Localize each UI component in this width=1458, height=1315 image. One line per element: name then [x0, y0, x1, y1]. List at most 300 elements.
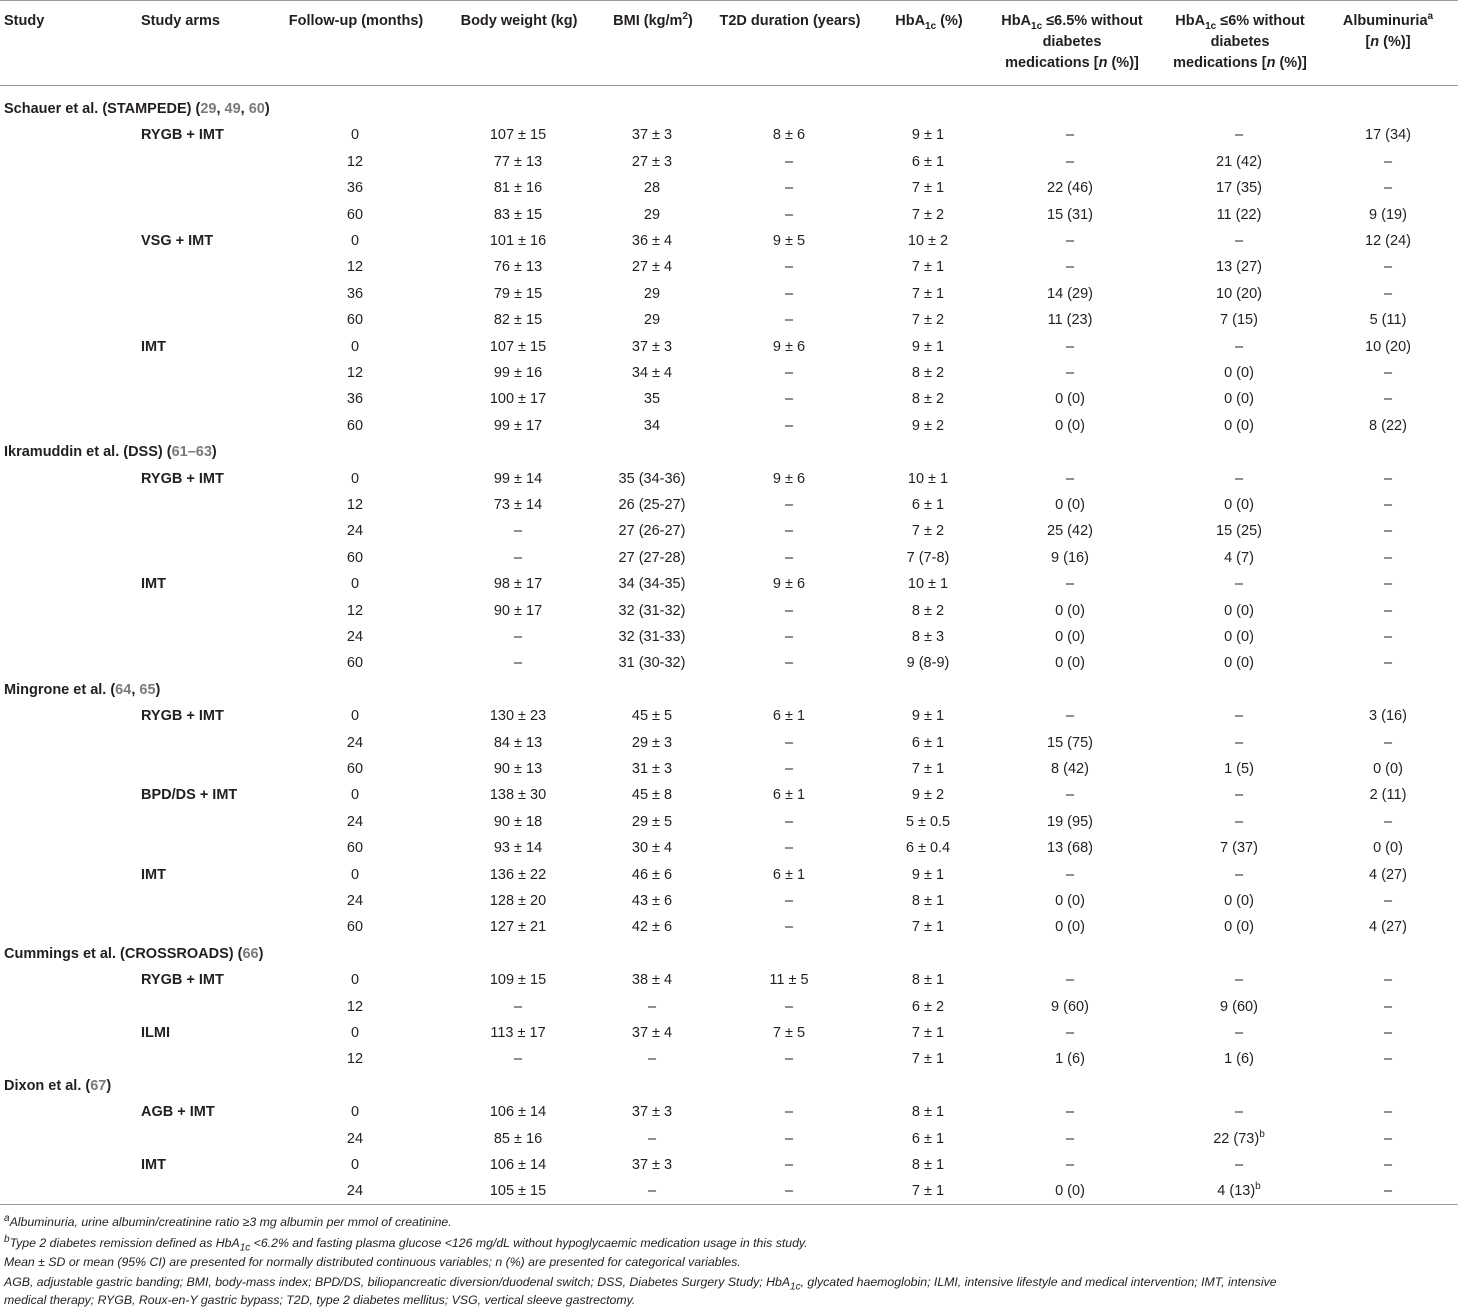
cell-weight: –	[513, 629, 523, 645]
cell-weight: 127 ± 21	[489, 919, 547, 936]
cell-hba1c: 7 ± 2	[911, 206, 945, 223]
cell-remission-6: 0 (0)	[1224, 629, 1254, 645]
cell-t2d: –	[784, 497, 794, 513]
cell-remission-6: 4 $(13)^b$	[1217, 1181, 1261, 1200]
cell-followup: 0	[350, 470, 360, 487]
cell-bmi: 27 ± 3	[631, 153, 673, 170]
cell-remission-65: 9 (16)	[1051, 549, 1089, 566]
cell-t2d: 9 ± 5	[772, 233, 806, 249]
cell-bmi: 43 ± 6	[631, 893, 673, 909]
col-header-albuminuria: Albuminuria$^a$ [n (%)]	[1342, 11, 1434, 50]
cell-bmi: 46 ± 6	[631, 866, 673, 883]
cell-bmi: 45 ± 8	[631, 787, 673, 804]
cell-remission-6: 13 (27)	[1216, 259, 1262, 276]
cell-remission-6: 0 (0)	[1224, 497, 1254, 513]
col-header-remission-65: HbA$_{1c}$ ≤6.5% without diabetes medications [n (%)]	[1001, 13, 1143, 71]
header-rule	[0, 85, 1458, 86]
study-arm-label: IMT	[141, 338, 166, 355]
cell-hba1c: 7 ± 1	[911, 1025, 945, 1041]
cell-remission-65: –	[1065, 972, 1075, 989]
cell-followup: 0	[350, 1157, 360, 1173]
cell-followup: 24	[346, 893, 364, 909]
cell-albuminuria: –	[1383, 1051, 1393, 1068]
cell-t2d: 7 ± 5	[772, 1025, 806, 1041]
col-header-arms: Study arms	[141, 13, 220, 29]
cell-weight: 138 ± 30	[489, 787, 547, 804]
cell-remission-6: 0 (0)	[1224, 391, 1254, 408]
cell-bmi: 29 ± 5	[631, 813, 673, 830]
cell-followup: 12	[346, 1051, 364, 1068]
cell-weight: 82 ± 15	[493, 312, 543, 329]
cell-weight: 90 ± 18	[493, 813, 543, 830]
cell-remission-6: 1 (6)	[1224, 1051, 1254, 1068]
cell-hba1c: 8 ± 1	[911, 893, 945, 909]
cell-bmi: 38 ± 4	[631, 972, 673, 989]
cell-t2d: 8 ± 6	[772, 127, 806, 144]
cell-remission-65: 25 (42)	[1047, 523, 1093, 540]
cell-remission-6: 15 (25)	[1216, 523, 1262, 540]
study-arm-label: IMT	[141, 866, 166, 883]
study-arm-label: VSG + IMT	[141, 233, 214, 249]
study-title-close: )	[264, 101, 270, 117]
cell-hba1c: 7 ± 1	[911, 180, 945, 197]
cell-followup: 0	[350, 1025, 360, 1041]
cell-hba1c: 8 ± 1	[911, 1157, 945, 1173]
footnote-abbreviations-1: AGB, adjustable gastric banding; BMI, body-mass index; BPD/DS, biliopancreatic diversion/duodenal switch; DSS, Diabetes Surgery Study; HbA$_{1c}$, glycated haemoglobin; ILMI, intensive lifestyle and medical intervention; IMT, intensive	[4, 1275, 1277, 1293]
citation-link[interactable]: 49	[224, 101, 241, 117]
cell-remission-65: 0 (0)	[1055, 497, 1085, 513]
cell-remission-6: 22 $(73)^b$	[1213, 1128, 1265, 1147]
study-name: Mingrone et al. (	[4, 681, 116, 698]
citation-link[interactable]: 60	[248, 101, 265, 117]
cell-hba1c: 10 ± 1	[907, 470, 949, 487]
cell-albuminuria: 2 (11)	[1369, 787, 1407, 804]
citation-link[interactable]: 65	[139, 681, 156, 698]
study-title	[4, 1077, 111, 1095]
cell-remission-65: 0 (0)	[1055, 602, 1085, 619]
cell-weight: 81 ± 16	[493, 180, 543, 197]
cell-weight: 77 ± 13	[493, 153, 543, 170]
citation-link[interactable]: 66	[242, 945, 259, 962]
study-title	[4, 945, 263, 963]
cell-hba1c: 9 ± 1	[911, 127, 945, 144]
cell-bmi: 34 ± 4	[631, 365, 673, 381]
cell-followup: 60	[346, 919, 364, 936]
cell-followup: 60	[346, 312, 364, 329]
cell-weight: 85 ± 16	[493, 1130, 543, 1147]
cell-hba1c: 10 ± 2	[907, 233, 949, 249]
citation-separator: ,	[131, 681, 140, 698]
cell-remission-6: 7 (37)	[1220, 840, 1258, 857]
cell-hba1c: 7 ± 1	[911, 285, 945, 302]
cell-bmi: 34	[643, 417, 661, 434]
cell-followup: 0	[350, 787, 360, 804]
cell-t2d: –	[784, 153, 794, 170]
cell-t2d: –	[784, 1130, 794, 1147]
cell-hba1c: 8 ± 2	[911, 365, 945, 381]
cell-t2d: 11 ± 5	[769, 972, 809, 989]
cell-hba1c: 6 ± 1	[911, 497, 945, 513]
cell-remission-65: 22 (46)	[1047, 180, 1093, 197]
study-title	[4, 443, 217, 461]
cell-remission-6: 0 (0)	[1224, 602, 1254, 619]
cell-t2d: –	[784, 206, 794, 223]
cell-followup: 60	[346, 840, 364, 857]
cell-weight: –	[513, 549, 523, 566]
cell-weight: 107 ± 15	[489, 338, 547, 355]
cell-remission-6: –	[1234, 127, 1244, 144]
cell-bmi: 37 ± 3	[631, 127, 673, 144]
cell-followup: 24	[346, 523, 364, 540]
cell-followup: 0	[350, 972, 360, 989]
cell-hba1c: 7 ± 1	[911, 1183, 945, 1200]
cell-remission-6: 1 (5)	[1224, 761, 1254, 777]
cell-weight: 100 ± 17	[489, 391, 547, 408]
cell-remission-65: 0 (0)	[1055, 417, 1085, 434]
cell-hba1c: 9 (8-9)	[906, 655, 950, 672]
study-arm-label: RYGB + IMT	[141, 972, 224, 989]
cell-remission-6: –	[1234, 1157, 1244, 1173]
cell-bmi: 37 ± 3	[631, 1104, 673, 1121]
cell-t2d: –	[784, 761, 794, 777]
cell-bmi: 34 (34-35)	[618, 576, 686, 593]
cell-hba1c: 9 ± 1	[911, 708, 945, 725]
cell-followup: 24	[346, 813, 364, 830]
cell-remission-6: –	[1234, 1025, 1244, 1041]
cell-t2d: 9 ± 6	[772, 470, 806, 487]
cell-hba1c: 6 ± 1	[911, 153, 945, 170]
study-arm-label: RYGB + IMT	[141, 470, 224, 487]
cell-followup: 60	[346, 761, 364, 777]
study-arm-label: ILMI	[141, 1025, 170, 1041]
cell-followup: 0	[350, 127, 360, 144]
cell-albuminuria: –	[1383, 180, 1393, 197]
cell-albuminuria: –	[1383, 655, 1393, 672]
cell-albuminuria: 17 (34)	[1365, 127, 1411, 144]
cell-followup: 12	[346, 602, 364, 619]
cell-weight: –	[513, 1051, 523, 1068]
cell-followup: 12	[346, 998, 364, 1015]
study-name: Cummings et al. (CROSSROADS) (	[4, 945, 243, 962]
cell-albuminuria: –	[1383, 470, 1393, 487]
cell-albuminuria: 5 (11)	[1369, 312, 1407, 329]
citation-link[interactable]: 61–63	[171, 444, 212, 461]
cell-weight: 130 ± 23	[489, 708, 547, 725]
cell-weight: 99 ± 14	[493, 470, 543, 487]
cell-remission-65: –	[1065, 338, 1075, 355]
cell-weight: 99 ± 17	[493, 417, 543, 434]
col-header-t2d: T2D duration (years)	[719, 13, 861, 29]
cell-followup: 60	[346, 417, 364, 434]
cell-albuminuria: 3 (16)	[1369, 708, 1407, 725]
cell-t2d: 9 ± 6	[772, 338, 806, 355]
cell-weight: –	[513, 998, 523, 1015]
cell-albuminuria: –	[1383, 998, 1393, 1015]
cell-bmi: 45 ± 5	[631, 708, 673, 725]
cell-hba1c: 10 ± 1	[907, 576, 949, 593]
cell-followup: 24	[346, 1130, 364, 1147]
cell-bmi: 31 (30-32)	[618, 655, 686, 672]
study-arm-label: AGB + IMT	[141, 1104, 215, 1121]
study-arm-label: BPD/DS + IMT	[141, 787, 238, 804]
cell-t2d: –	[784, 1104, 794, 1121]
cell-followup: 24	[346, 629, 364, 645]
study-title	[4, 100, 270, 118]
cell-remission-65: –	[1065, 127, 1075, 144]
cell-followup: 36	[346, 180, 364, 197]
cell-followup: 60	[346, 206, 364, 223]
study-name: Schauer et al. (STAMPEDE) (	[4, 101, 201, 117]
cell-remission-6: 0 (0)	[1224, 655, 1254, 672]
cell-albuminuria: –	[1383, 1130, 1393, 1147]
cell-bmi: 30 ± 4	[631, 840, 673, 857]
cell-remission-6: –	[1234, 708, 1244, 725]
cell-followup: 60	[346, 655, 364, 672]
top-rule	[0, 0, 1458, 1]
cell-weight: 84 ± 13	[493, 734, 543, 751]
cell-remission-65: 13 (68)	[1047, 840, 1093, 857]
cell-remission-6: –	[1234, 233, 1244, 249]
cell-weight: 136 ± 22	[489, 866, 547, 883]
study-arm-label: IMT	[141, 1157, 166, 1173]
cell-weight: 73 ± 14	[493, 497, 543, 513]
cell-followup: 0	[350, 576, 360, 593]
cell-t2d: –	[784, 919, 794, 936]
cell-albuminuria: –	[1383, 1025, 1393, 1041]
study-title-close: )	[106, 1077, 112, 1094]
cell-remission-65: –	[1065, 365, 1075, 381]
cell-remission-6: 9 (60)	[1220, 998, 1258, 1015]
cell-remission-65: 11 (23)	[1047, 312, 1093, 329]
cell-bmi: 42 ± 6	[631, 919, 673, 936]
cell-bmi: –	[647, 1130, 657, 1147]
cell-weight: 106 ± 14	[489, 1104, 547, 1121]
cell-albuminuria: 0 (0)	[1373, 840, 1403, 857]
cell-t2d: –	[784, 285, 794, 302]
cell-followup: 36	[346, 285, 364, 302]
cell-remission-65: –	[1065, 1104, 1075, 1121]
footnote-b-marker: b	[1259, 1128, 1265, 1140]
cell-bmi: 35 (34-36)	[618, 470, 686, 487]
cell-albuminuria: –	[1383, 365, 1393, 381]
cell-remission-65: 0 (0)	[1055, 893, 1085, 909]
cell-remission-6: –	[1234, 470, 1244, 487]
footnote-b-marker: b	[1255, 1181, 1261, 1193]
study-title-close: )	[155, 681, 161, 698]
cell-hba1c: 6 ± 0.4	[905, 840, 951, 857]
cell-remission-6: –	[1234, 576, 1244, 593]
cell-albuminuria: 4 (27)	[1369, 866, 1407, 883]
cell-remission-6: –	[1234, 734, 1244, 751]
cell-remission-65: –	[1065, 1157, 1075, 1173]
cell-albuminuria: –	[1383, 497, 1393, 513]
cell-weight: 128 ± 20	[489, 893, 547, 909]
cell-t2d: –	[784, 417, 794, 434]
cell-t2d: –	[784, 655, 794, 672]
cell-followup: 0	[350, 338, 360, 355]
cell-hba1c: 7 ± 2	[911, 523, 945, 540]
cell-remission-6: –	[1234, 787, 1244, 804]
cell-hba1c: 9 ± 2	[911, 417, 945, 434]
cell-remission-65: 0 (0)	[1055, 391, 1085, 408]
cell-remission-65: 0 (0)	[1055, 629, 1085, 645]
cell-albuminuria: 4 (27)	[1369, 919, 1407, 936]
citation-link[interactable]: 64	[115, 681, 132, 698]
footnote-abbreviations-2: medical therapy; RYGB, Roux-en-Y gastric bypass; T2D, type 2 diabetes mellitus; VSG, vertical sleeve gastrectomy.	[4, 1293, 636, 1307]
cell-albuminuria: –	[1383, 259, 1393, 276]
cell-weight: 79 ± 15	[493, 285, 543, 302]
cell-t2d: –	[784, 365, 794, 381]
cell-albuminuria: –	[1383, 893, 1393, 909]
cell-remission-6: 0 (0)	[1224, 417, 1254, 434]
bottom-rule	[0, 1204, 1458, 1205]
cell-albuminuria: –	[1383, 576, 1393, 593]
cell-t2d: –	[784, 813, 794, 830]
cell-t2d: 6 ± 1	[772, 866, 806, 883]
cell-t2d: 6 ± 1	[772, 787, 806, 804]
cell-bmi: 27 (27-28)	[618, 549, 686, 566]
cell-remission-6: 0 (0)	[1224, 919, 1254, 936]
cell-weight: 113 ± 17	[490, 1025, 546, 1041]
cell-t2d: –	[784, 549, 794, 566]
cell-hba1c: 9 ± 2	[911, 787, 945, 804]
cell-bmi: 37 ± 4	[631, 1025, 673, 1041]
cell-followup: 24	[346, 1183, 364, 1200]
cell-weight: 90 ± 17	[493, 602, 543, 619]
cell-remission-65: 15 (75)	[1047, 734, 1093, 751]
col-header-bmi: BMI $(kg/m^2)$	[613, 11, 693, 29]
cell-remission-6: 0 (0)	[1224, 893, 1254, 909]
cell-albuminuria: 10 (20)	[1365, 338, 1411, 355]
cell-remission-65: 0 (0)	[1055, 1183, 1085, 1200]
col-header-hba1c: HbA$_{1c}$ (%)	[895, 13, 963, 32]
cell-hba1c: 9 ± 1	[911, 338, 945, 355]
cell-followup: 60	[346, 549, 364, 566]
cell-followup: 12	[346, 365, 364, 381]
citation-separator: ,	[240, 101, 249, 117]
cell-albuminuria: –	[1383, 1104, 1393, 1121]
cell-hba1c: 7 ± 1	[911, 761, 945, 777]
cell-weight: 83 ± 15	[493, 206, 543, 223]
study-name: Dixon et al. (	[4, 1077, 91, 1094]
cell-bmi: –	[647, 1183, 657, 1200]
cell-t2d: –	[784, 734, 794, 751]
cell-albuminuria: –	[1383, 734, 1393, 751]
footnote-b: $^b$Type 2 diabetes remission defined as HbA$_{1c}$ <6.2% and fasting plasma glucose <126 mg/dL without hypoglycaemic medication usage in this study.	[4, 1233, 808, 1254]
cell-albuminuria: –	[1383, 153, 1393, 170]
cell-bmi: 27 (26-27)	[618, 523, 686, 540]
cell-bmi: 29	[643, 312, 661, 329]
cell-hba1c: 5 ± 0.5	[905, 813, 951, 830]
footnote-a: $^a$Albuminuria, urine albumin/creatinine ratio ≥3 mg albumin per mmol of creatinine.	[4, 1212, 452, 1229]
cell-remission-6: –	[1234, 1104, 1244, 1121]
cell-remission-6: 21 (42)	[1216, 153, 1262, 170]
cell-weight: 101 ± 16	[489, 233, 547, 249]
cell-remission-65: 19 (95)	[1047, 813, 1093, 830]
cell-followup: 0	[350, 708, 360, 725]
cell-hba1c: 7 ± 1	[911, 919, 945, 936]
cell-remission-6: –	[1234, 338, 1244, 355]
cell-bmi: 29	[643, 285, 661, 302]
cell-weight: 106 ± 14	[489, 1157, 547, 1173]
citation-link[interactable]: 29	[200, 101, 217, 117]
cell-t2d: –	[784, 312, 794, 329]
cell-hba1c: 8 ± 3	[911, 629, 945, 645]
cell-weight: 90 ± 13	[493, 761, 543, 777]
cell-t2d: –	[784, 1051, 794, 1068]
cell-remission-65: 15 (31)	[1047, 206, 1093, 223]
cell-weight: 98 ± 17	[493, 576, 543, 593]
cell-bmi: 37 ± 3	[631, 1157, 673, 1173]
cell-bmi: 37 ± 3	[631, 338, 673, 355]
cell-weight: –	[513, 523, 523, 540]
cell-remission-65: –	[1065, 576, 1075, 593]
cell-remission-65: 0 (0)	[1055, 919, 1085, 936]
cell-followup: 12	[346, 153, 364, 170]
cell-remission-6: 7 (15)	[1220, 312, 1258, 329]
cell-t2d: –	[784, 998, 794, 1015]
cell-hba1c: 8 ± 2	[911, 391, 945, 408]
cell-weight: 99 ± 16	[493, 365, 543, 381]
cell-followup: 0	[350, 233, 360, 249]
cell-followup: 12	[346, 259, 364, 276]
col-header-followup: Follow-up (months)	[288, 13, 424, 29]
cell-remission-65: –	[1065, 233, 1075, 249]
cell-remission-65: 0 (0)	[1055, 655, 1085, 672]
citation-link[interactable]: 67	[90, 1077, 107, 1094]
cell-remission-6: –	[1234, 866, 1244, 883]
cell-hba1c: 6 ± 1	[911, 734, 945, 751]
cell-albuminuria: –	[1383, 1183, 1393, 1200]
cell-bmi: 32 (31-32)	[618, 602, 686, 619]
cell-weight: 76 ± 13	[493, 259, 543, 276]
cell-t2d: –	[784, 893, 794, 909]
cell-remission-6: 4 (7)	[1224, 549, 1254, 566]
cell-albuminuria: –	[1383, 1157, 1393, 1173]
cell-albuminuria: 12 (24)	[1365, 233, 1411, 249]
cell-t2d: 6 ± 1	[772, 708, 806, 725]
cell-weight: 93 ± 14	[493, 840, 543, 857]
cell-followup: 12	[346, 497, 364, 513]
cell-hba1c: 7 (7-8)	[906, 549, 950, 566]
cell-bmi: 35	[643, 391, 661, 408]
cell-remission-65: –	[1065, 470, 1075, 487]
study-arm-label: RYGB + IMT	[141, 708, 224, 725]
cell-bmi: 32 (31-33)	[618, 629, 686, 645]
cell-albuminuria: –	[1383, 602, 1393, 619]
cell-remission-65: 8 (42)	[1051, 761, 1089, 777]
cell-followup: 24	[346, 734, 364, 751]
cell-albuminuria: –	[1383, 549, 1393, 566]
cell-weight: 107 ± 15	[489, 127, 547, 144]
study-title	[4, 681, 160, 699]
cell-t2d: –	[784, 602, 794, 619]
cell-remission-6: 11 (22)	[1216, 206, 1262, 223]
col-header-weight: Body weight (kg)	[460, 13, 578, 29]
col-header-study: Study	[4, 13, 45, 29]
cell-weight: –	[513, 655, 523, 672]
cell-remission-6: 0 (0)	[1224, 365, 1254, 381]
study-arm-label: RYGB + IMT	[141, 127, 224, 144]
cell-albuminuria: –	[1383, 629, 1393, 645]
cell-remission-65: –	[1065, 787, 1075, 804]
cell-t2d: –	[784, 259, 794, 276]
cell-followup: 36	[346, 391, 364, 408]
footnote-stats: Mean ± SD or mean (95% CI) are presented for normally distributed continuous variables; n (%) are presented for categorical variables.	[4, 1255, 741, 1269]
cell-remission-6: –	[1234, 813, 1244, 830]
cell-remission-6: –	[1234, 972, 1244, 989]
cell-bmi: 27 ± 4	[631, 259, 673, 276]
